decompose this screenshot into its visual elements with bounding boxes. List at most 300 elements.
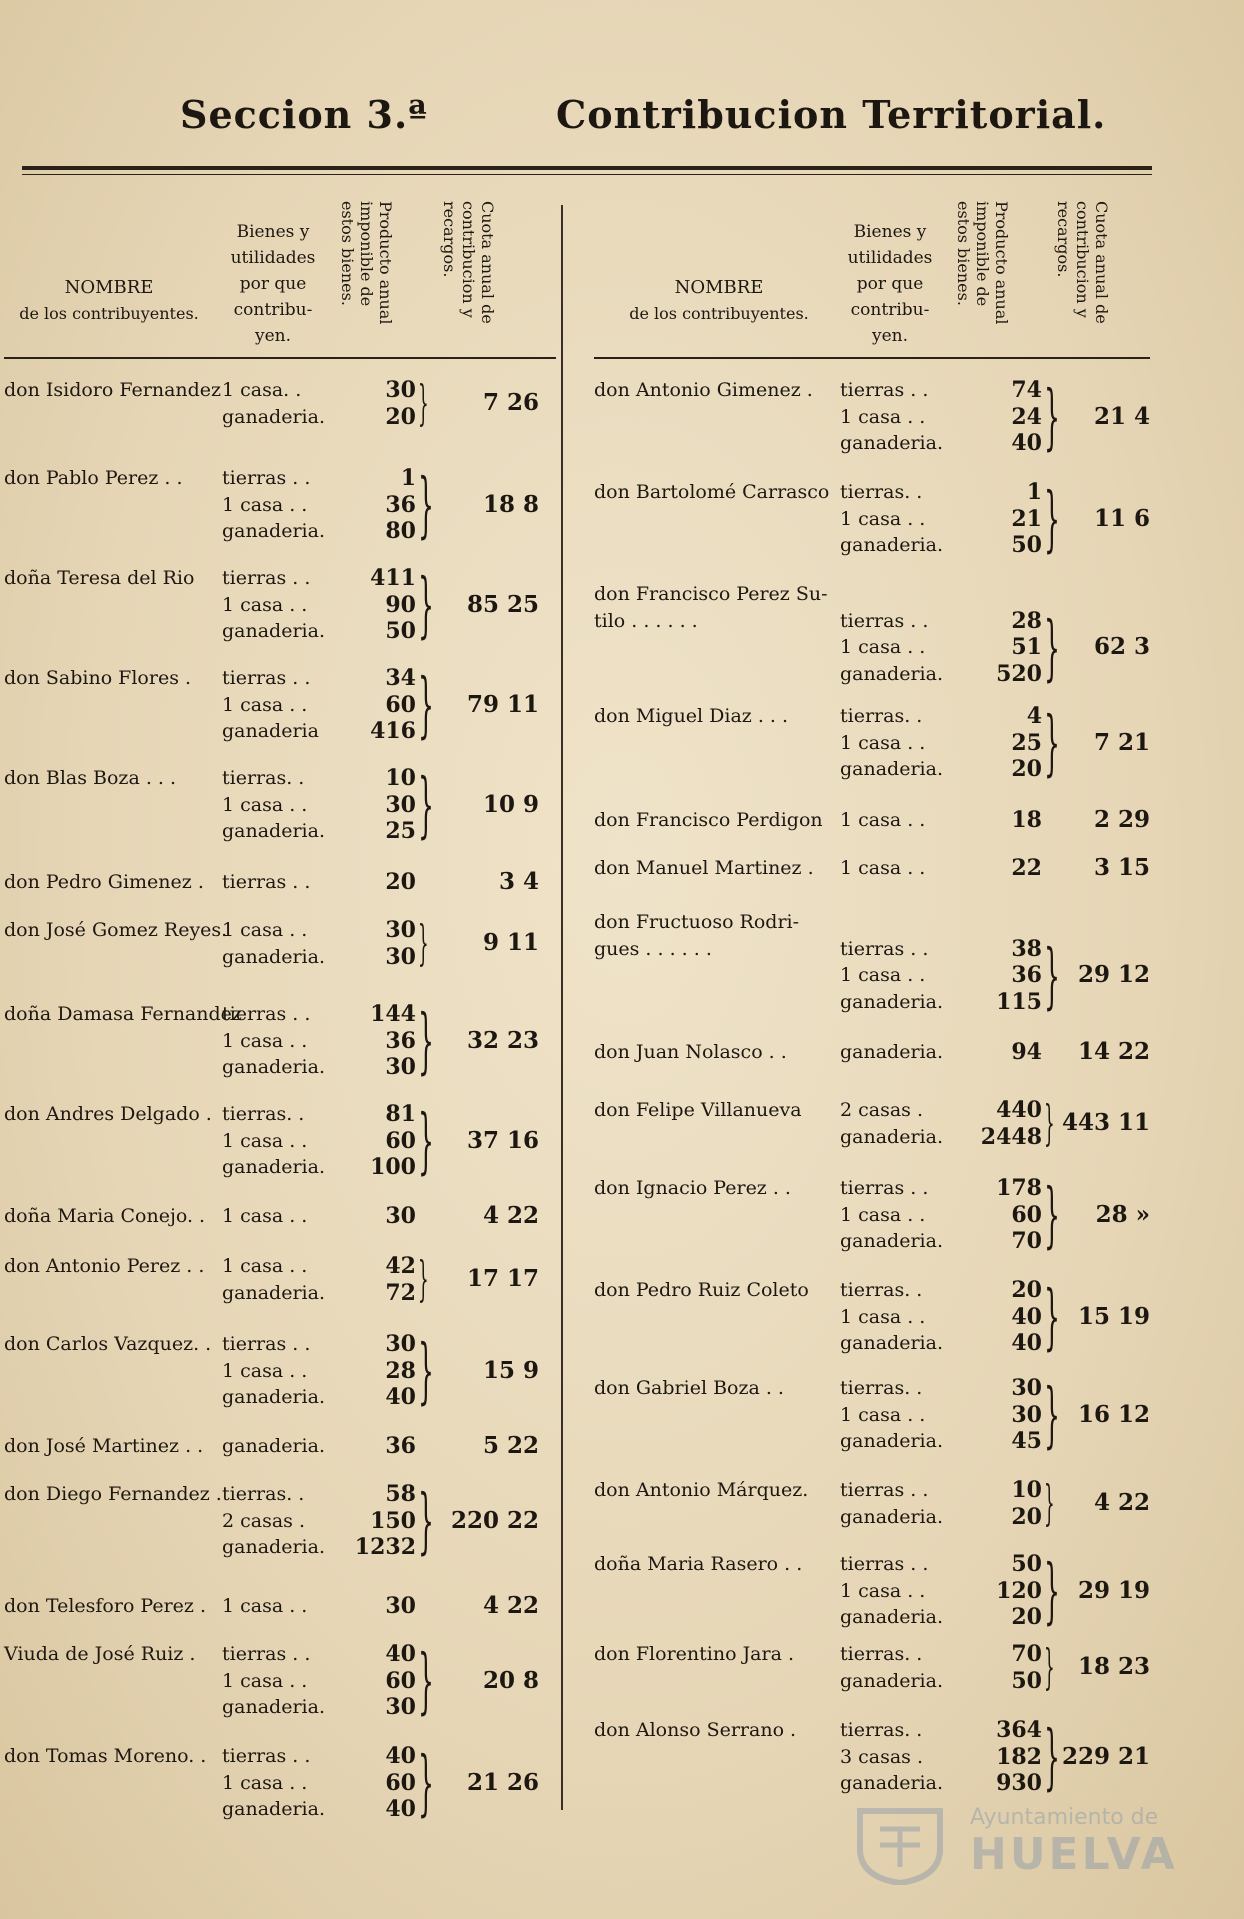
watermark-stamp [840,1805,1178,1885]
product-value: 51 [1011,634,1042,660]
product-value: 30 [385,791,416,818]
property-item: ganaderia. [840,1606,943,1628]
brace-icon: } [418,1252,429,1307]
annual-quota: 20 8 [482,1666,539,1694]
product-value: 100 [370,1154,416,1180]
contributor-name: don Miguel Diaz . . . [594,705,789,727]
product-values [956,1717,1042,1797]
ledger-entry [4,1313,556,1415]
product-values [334,869,416,896]
product-value: 58 [385,1481,416,1507]
property-list [222,665,319,745]
property-item: ganaderia. [222,820,325,842]
contributor-name: don Ignacio Perez . . [594,1177,791,1199]
column-separator [561,205,563,1810]
product-value: 90 [385,591,416,618]
ledger-entry [4,547,556,647]
annual-quota: 32 23 [466,1026,539,1054]
product-values [956,1477,1042,1530]
ledger-entry [594,359,1150,461]
annual-quota: 21 26 [466,1768,539,1796]
property-list [222,465,325,545]
product-value: 20 [1011,1503,1042,1530]
brace-icon: } [418,1741,434,1824]
property-item: tierras . . [840,379,929,401]
ledger-entry [594,1623,1150,1699]
property-item: ganaderia. [222,405,325,428]
product-values [956,1039,1042,1066]
ledger-entry [594,1533,1150,1632]
top-rule [22,166,1152,170]
annual-quota: 18 23 [1077,1653,1150,1681]
property-item: 2 casas . [222,1509,306,1532]
product-values [956,1641,1042,1694]
product-values [956,581,1042,687]
annual-quota: 29 12 [1077,961,1150,988]
property-item: 1 casa . . [222,1029,308,1052]
annual-quota: 85 25 [466,590,539,618]
right-table-header [594,195,1150,359]
brace-icon: } [1044,701,1060,784]
right-table-body [594,359,1150,1801]
product-value: 45 [1011,1428,1042,1454]
property-item: ganaderia. [222,620,325,642]
contributor-name: doña Damasa Fernandez [4,1003,242,1025]
product-value: 2448 [980,1123,1042,1150]
ledger-entry [4,1623,556,1725]
product-value: 364 [996,1717,1042,1743]
property-item: ganaderia [222,720,319,742]
product-value: 120 [996,1577,1042,1604]
product-value: 50 [1011,1667,1042,1694]
product-values [334,1331,416,1411]
header-cuota: Cuota anual de contribucion y recargos. [1054,201,1111,324]
brace-icon: } [1044,1715,1060,1798]
contributor-name: don Juan Nolasco . . [594,1041,787,1063]
property-item: 1 casa . . [222,1255,308,1277]
property-item: tierras . . [222,1003,311,1025]
contributor-name: don Felipe Villanueva [594,1099,802,1121]
product-value: 60 [385,691,416,718]
property-item: tierras . . [840,937,929,960]
product-values [956,703,1042,783]
product-values [956,479,1042,559]
property-item: tierras. . [840,705,923,727]
brace-icon: } [1044,1096,1055,1151]
annual-quota: 17 17 [466,1265,539,1293]
brace-icon: } [1044,375,1060,458]
ledger-entry [4,983,556,1083]
property-item: tierras. . [222,1483,305,1505]
ledger-entry [4,359,556,447]
contributor-name: don Pedro Ruiz Coleto [594,1279,809,1301]
brace-icon: } [418,1479,434,1562]
product-values [334,465,416,545]
property-item: ganaderia. [840,1332,943,1354]
property-item: 1 casa . . [840,809,926,831]
product-value: 40 [385,1641,416,1667]
ledger-entry [594,1157,1150,1259]
product-value: 30 [1011,1401,1042,1428]
property-item: 1 casa . . [222,493,308,516]
product-value: 60 [385,1127,416,1154]
property-item: 2 casas . [840,1099,924,1121]
annual-quota: 4 22 [1093,1489,1150,1517]
product-values [956,1277,1042,1357]
property-list [840,1277,943,1357]
annual-quota: 37 16 [466,1126,539,1154]
property-item: tierras. . [840,1377,923,1399]
product-value: 1 [1026,479,1042,505]
product-values [334,1481,416,1561]
product-values [334,565,416,645]
property-item: ganaderia. [840,534,943,556]
brace-icon: } [418,376,429,431]
property-item: ganaderia. [840,990,943,1013]
annual-quota: 15 19 [1077,1302,1150,1330]
annual-quota: 62 3 [1093,633,1150,660]
product-values [334,1001,416,1081]
ledger-entry [4,851,556,899]
property-item: tierras . . [222,1643,311,1665]
ledger-entry [4,1575,556,1623]
property-item: 1 casa . . [840,1305,926,1328]
contributor-name: Viuda de José Ruiz . [4,1643,196,1665]
product-value: 18 [1011,807,1042,833]
ledger-entry [594,1459,1150,1533]
contributor-name: don Bartolomé Carrasco [594,481,830,503]
ledger-entry [594,789,1150,837]
property-list [840,377,943,457]
product-value: 20 [1011,1604,1042,1630]
contributor-name: don Francisco Perdigon [594,809,823,831]
property-list [840,855,925,882]
product-value: 182 [996,1743,1042,1770]
property-item: tierras . . [222,467,311,489]
header-producto: Producto anual imponible de estos bienes. [338,201,395,325]
brace-icon: } [418,763,434,846]
property-item: 1 casa . . [840,636,926,658]
product-value: 4 [1026,703,1042,729]
contributor-name: don Pablo Perez . . [4,467,183,489]
brace-icon: } [1044,477,1060,560]
ledger-entry [4,1235,556,1313]
property-item: ganaderia. [840,1041,943,1063]
product-value: 25 [1011,729,1042,756]
contributor-name: don Alonso Serrano . [594,1719,797,1741]
brace-icon: } [418,1329,434,1412]
product-value: 10 [385,765,416,791]
watermark-line1: Ayuntamiento de [970,1805,1159,1830]
property-item: 1 casa . . [840,405,926,428]
product-value: 94 [1011,1039,1042,1065]
ledger-entry [594,1699,1150,1801]
property-item: tierras. . [840,1719,923,1741]
product-value: 34 [385,665,416,691]
annual-quota: 79 11 [466,690,539,718]
property-item: 1 casa. . [222,379,302,401]
contributor-name: doña Maria Rasero . . [594,1553,803,1575]
contributor-name: don Carlos Vazquez. . [4,1333,212,1355]
brace-icon: } [418,916,429,971]
product-value: 20 [1011,1277,1042,1303]
property-item: tierras . . [222,667,311,689]
ledger-entry [594,1021,1150,1079]
product-values [334,1253,416,1306]
property-list [222,1203,307,1230]
product-value: 28 [1011,607,1042,634]
property-item: tierras. . [840,1643,923,1665]
annual-quota: 18 8 [482,490,539,518]
property-item: 1 casa . . [840,964,926,986]
product-value: 80 [385,518,416,544]
property-item: ganaderia. [222,1056,325,1078]
product-value: 36 [385,1027,416,1054]
property-item: ganaderia. [222,1386,325,1408]
product-value: 30 [1011,1375,1042,1401]
right-table [594,195,1150,1801]
property-item: tierras . . [222,1745,311,1767]
property-item: tierras. . [840,1279,923,1301]
header-name: NOMBRE de los contribuyentes. [629,277,809,323]
product-value: 30 [385,1331,416,1357]
property-list [840,1641,943,1694]
ledger-entry [594,1259,1150,1357]
property-item: ganaderia. [222,1156,325,1178]
brace-icon: } [418,1099,434,1182]
product-value: 416 [370,718,416,744]
product-value: 178 [996,1175,1042,1201]
product-values [334,1743,416,1823]
property-item: ganaderia. [222,1281,325,1304]
product-value: 30 [385,1694,416,1720]
product-values [334,1101,416,1181]
ledger-entry [594,891,1150,1021]
product-value: 10 [1011,1477,1042,1503]
product-values [956,377,1042,457]
property-list [222,1101,325,1181]
brace-icon: } [418,999,434,1082]
header-bienes: Bienes y utilidades por que contribu- yen. [847,222,933,346]
property-item: tierras . . [222,567,311,589]
brace-icon: } [1044,1549,1060,1632]
annual-quota: 7 21 [1093,728,1150,756]
ledger-entry [4,899,556,983]
property-item: 1 casa . . [222,919,308,941]
ledger-entry [594,563,1150,689]
header-producto: Producto anual imponible de estos bienes. [954,201,1011,325]
brace-icon: } [418,563,434,646]
product-value: 40 [385,1384,416,1410]
product-value: 36 [385,1433,416,1459]
property-list [840,1039,943,1066]
property-item: 1 casa . . [840,731,926,754]
annual-quota: 9 11 [482,929,539,957]
product-values [956,1551,1042,1631]
property-list [840,1175,943,1255]
contributor-name: don Fructuoso Rodri- gues . . . . . . [594,911,800,960]
product-values [334,1433,416,1460]
product-value [956,909,1042,936]
product-value: 60 [1011,1201,1042,1228]
contributor-name: doña Teresa del Rio [4,567,195,589]
ledger-entry [594,837,1150,891]
annual-quota: 10 9 [482,790,539,818]
annual-quota: 15 9 [482,1356,539,1384]
property-list [222,1641,325,1721]
annual-quota: 7 26 [482,389,539,417]
contributor-name: don Tomas Moreno. . [4,1745,207,1767]
property-list [840,479,943,559]
product-value: 520 [996,660,1042,687]
property-item: 1 casa . . [222,1669,308,1692]
property-list [840,703,943,783]
product-value: 50 [1011,532,1042,558]
contributor-name: don Manuel Martinez . [594,857,814,879]
product-value: 30 [385,917,416,943]
product-values [334,665,416,745]
product-values [334,1203,416,1230]
annual-quota: 11 6 [1093,504,1150,532]
brace-icon: } [1044,1476,1055,1531]
contributor-name: don Andres Delgado . [4,1103,212,1125]
product-value: 440 [996,1097,1042,1123]
brace-icon: } [1044,605,1060,689]
product-values [956,1175,1042,1255]
contributor-name: don Antonio Perez . . [4,1255,205,1277]
brace-icon: } [1044,1173,1060,1256]
annual-quota: 3 15 [1093,854,1150,881]
property-item: tierras . . [840,609,929,632]
product-values [334,1593,416,1620]
watermark-line2: HUELVA [970,1829,1178,1880]
product-value: 28 [385,1357,416,1384]
contributor-name: don Gabriel Boza . . [594,1377,784,1399]
property-item: tierras . . [840,1479,929,1501]
property-list [840,909,943,1015]
contributor-name: don Antonio Márquez. [594,1479,809,1501]
property-item: tierras . . [840,1553,929,1575]
property-item: ganaderia. [840,1772,943,1794]
product-value: 22 [1011,855,1042,881]
product-value: 30 [385,1593,416,1619]
top-rule-thin [22,174,1152,175]
property-item: 1 casa . . [840,1203,926,1226]
annual-quota: 5 22 [482,1432,539,1459]
property-list [222,1433,325,1460]
property-list [222,869,310,896]
brace-icon: } [418,663,434,746]
annual-quota: 2 29 [1093,806,1150,833]
property-item: 3 casas . [840,1745,924,1768]
property-list [222,1481,325,1561]
product-value: 411 [370,565,416,591]
product-value: 30 [385,1054,416,1080]
annual-quota: 3 4 [498,868,539,895]
product-values [956,1097,1042,1150]
product-value: 115 [996,988,1042,1015]
annual-quota: 16 12 [1077,1400,1150,1428]
property-item: 1 casa . . [840,507,926,530]
product-value: 72 [385,1279,416,1306]
ledger-entry [594,685,1150,789]
product-value: 40 [1011,430,1042,456]
annual-quota: 14 22 [1077,1038,1150,1065]
product-value: 150 [370,1507,416,1534]
annual-quota: 220 22 [450,1506,539,1534]
property-item: 1 casa . . [840,1403,926,1426]
ledger-entry [4,747,556,851]
property-list [840,1477,943,1530]
product-value: 42 [385,1253,416,1279]
property-item: 1 casa . . [222,1359,308,1382]
property-item: 1 casa . . [222,693,308,716]
property-list [222,565,325,645]
annual-quota: 28 » [1095,1200,1150,1228]
property-list [840,1375,943,1455]
product-value: 144 [370,1001,416,1027]
property-item: 1 casa . . [840,1579,926,1602]
ledger-entry [4,1463,556,1575]
property-list [840,1097,943,1150]
property-item [840,581,943,608]
brace-icon: } [1044,1275,1060,1358]
property-item: ganaderia. [222,520,325,542]
contributor-name: don Telesforo Perez . [4,1595,207,1617]
left-table [4,195,556,1825]
property-item: ganaderia. [840,1505,943,1528]
product-value: 40 [385,1796,416,1822]
product-value: 40 [385,1743,416,1769]
property-item: 1 casa . . [222,593,308,616]
property-item: ganaderia. [840,1125,943,1148]
product-values [334,377,416,430]
product-values [956,909,1042,1015]
ledger-entry [594,461,1150,563]
brace-icon: } [1044,1640,1055,1695]
property-item: 1 casa . . [222,793,308,816]
brace-icon: } [1044,1373,1060,1456]
brace-icon: } [418,463,434,546]
ledger-entry [594,1079,1150,1157]
product-value: 36 [1011,962,1042,988]
product-values [334,1641,416,1721]
ledger-entry [4,647,556,747]
product-value: 21 [1011,505,1042,532]
page-title: Contribucion Territorial. [556,92,1107,137]
property-item: tierras. . [222,1103,305,1125]
ledger-entry [594,1357,1150,1459]
property-item [840,909,943,936]
product-value: 60 [385,1667,416,1694]
product-value: 30 [385,943,416,970]
contributor-name: don Sabino Flores . [4,667,192,689]
annual-quota: 443 11 [1061,1109,1150,1137]
brace-icon: } [418,1639,434,1722]
product-value: 30 [385,1203,416,1229]
ledger-entry [4,1185,556,1235]
contributor-name: don Pedro Gimenez . [4,871,204,893]
property-item: tierras . . [840,1177,929,1199]
property-item: 1 casa . . [222,1129,308,1152]
property-list [222,1743,325,1823]
contributor-name: doña Maria Conejo. . [4,1205,206,1227]
property-list [840,807,925,834]
property-list [222,1001,325,1081]
property-item: ganaderia. [840,1230,943,1252]
property-item: 1 casa . . [222,1771,308,1794]
product-values [334,765,416,845]
